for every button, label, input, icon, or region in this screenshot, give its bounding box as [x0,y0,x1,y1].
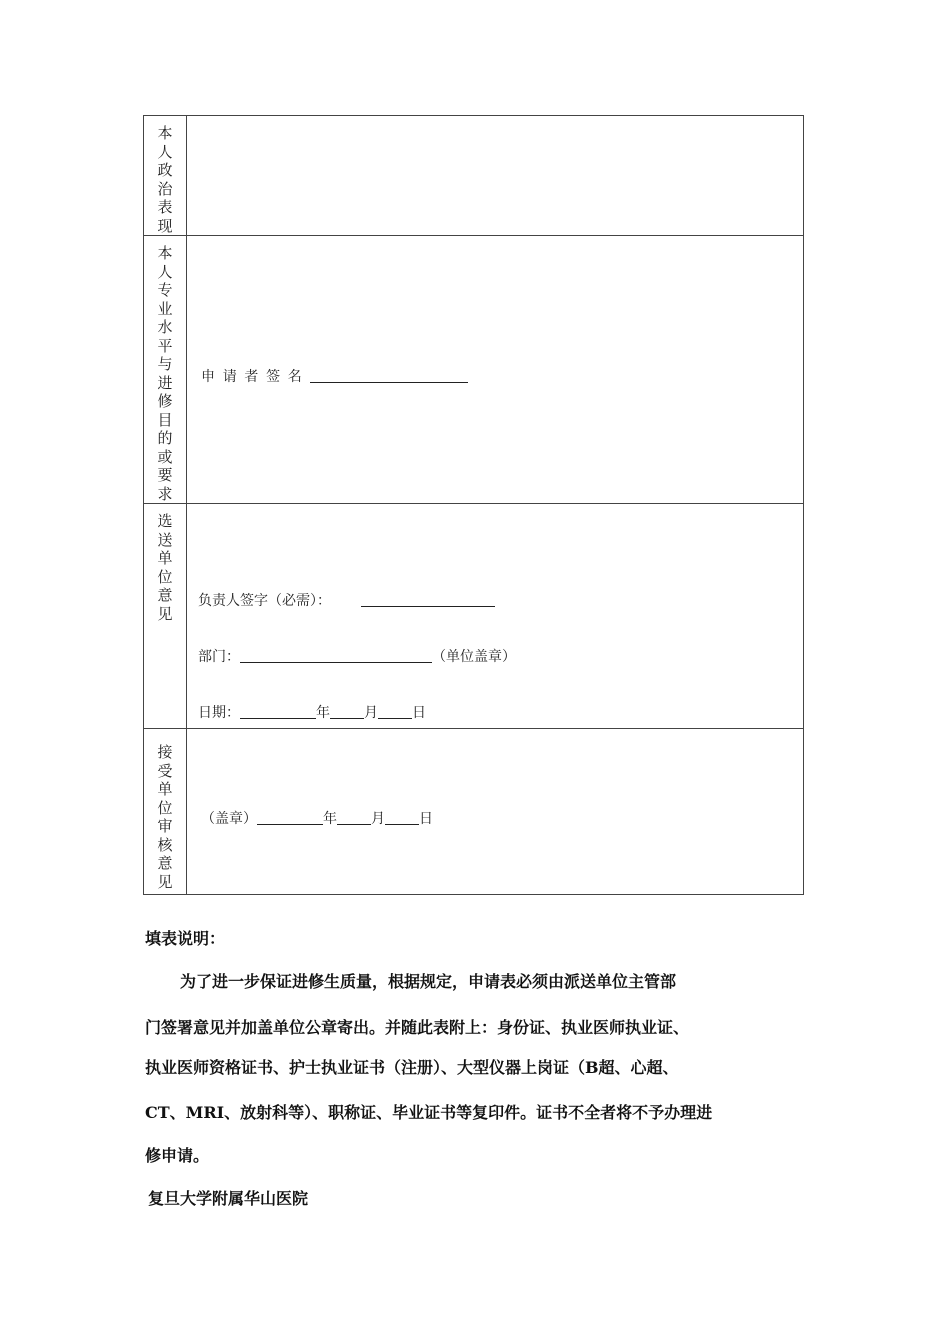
applicant-signature-field[interactable] [310,368,468,383]
person-in-charge-label: 负责人签字（必需）： [198,593,331,609]
political-label: 本人政治表现 [157,124,173,235]
sending-month-field[interactable] [330,704,364,719]
receiving-unit-row [144,729,804,895]
sending-month-label: 月 [364,705,378,721]
unit-seal-note: （单位盖章） [432,649,516,665]
receiving-month-label: 月 [371,811,385,827]
note-line: 为了进一步保证进修生质量，根据规定，申请表必须由派送单位主管部 [180,972,677,991]
department-label: 部门： [198,649,240,665]
sending-year-label: 年 [316,705,330,721]
professional-row [144,236,804,504]
sending-unit-label-cell [144,504,187,729]
department-field[interactable] [240,648,432,663]
note-line: CT、MRI、放射科等）、职称证、毕业证书等复印件。证书不全者将不予办理进 [145,1103,713,1122]
department-line [198,646,516,666]
note-line: 门签署意见并加盖单位公章寄出。并随此表附上：身份证、执业医师执业证、 [145,1018,690,1037]
sending-day-label: 日 [412,705,426,721]
receiving-day-label: 日 [419,811,433,827]
sending-day-field[interactable] [378,704,412,719]
professional-label-cell [144,236,187,504]
note-line: 执业医师资格证书、护士执业证书（注册）、大型仪器上岗证（B超、心超、 [145,1058,679,1077]
sending-date-line [198,702,426,722]
political-content-cell[interactable] [187,116,804,236]
political-row [144,116,804,236]
receiving-unit-label: 接受单位审核意见 [157,743,173,891]
person-in-charge-field[interactable] [361,592,495,607]
receiving-day-field[interactable] [385,810,419,825]
hospital-name: 复旦大学附属华山医院 [148,1189,309,1208]
application-form-table [143,115,804,895]
sending-year-field[interactable] [240,704,316,719]
professional-content-cell[interactable] [187,236,804,504]
political-label-cell [144,116,187,236]
receiving-year-label: 年 [323,811,337,827]
applicant-signature-line [201,366,468,386]
sending-unit-label: 选送单位意见 [157,512,173,623]
receiving-seal-date-line [201,808,433,828]
person-in-charge-line [198,590,495,610]
receiving-year-field[interactable] [257,810,323,825]
receiving-month-field[interactable] [337,810,371,825]
note-line: 修申请。 [145,1146,210,1165]
sending-unit-content-cell [187,504,804,729]
receiving-unit-label-cell [144,729,187,895]
applicant-signature-label: 申请者签名 [201,369,310,385]
sending-unit-row [144,504,804,729]
notes-title: 填表说明： [145,929,226,948]
receiving-seal-label: （盖章） [201,811,257,827]
sending-date-label: 日期： [198,705,240,721]
professional-label: 本人专业水平与进修目的或要求 [157,244,173,503]
receiving-unit-content-cell [187,729,804,895]
